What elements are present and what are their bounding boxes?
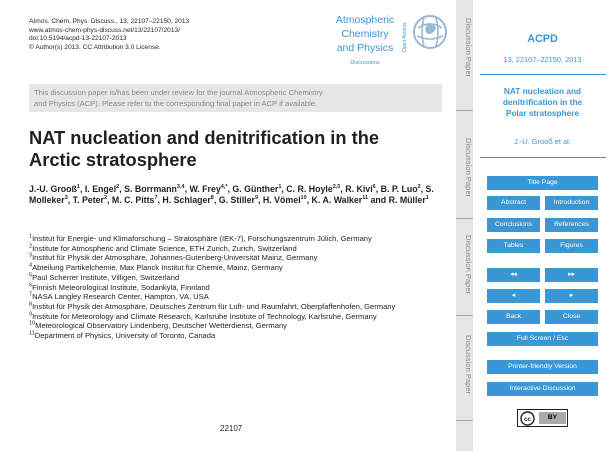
panel-title [473, 86, 612, 119]
author [124, 184, 184, 194]
affiliation-number: 10 [29, 320, 36, 327]
author-name: H. Vömel [262, 195, 301, 206]
strip-label: Discussion Paper [464, 335, 473, 395]
close-button[interactable]: Close [545, 310, 598, 324]
globe-icon [412, 14, 448, 50]
author-name: S. Molleker [29, 184, 434, 206]
author-affiliation-ref: 2,5 [332, 184, 341, 191]
introduction-button[interactable]: Introduction [545, 196, 598, 210]
cc-license-badge[interactable] [517, 409, 568, 427]
first-page-button[interactable] [487, 268, 540, 282]
author-name: and R. Müller [370, 195, 426, 206]
affiliation-number: 4 [29, 262, 33, 269]
open-access-label: Open Access [402, 22, 408, 52]
previous-button[interactable] [487, 289, 540, 303]
author [371, 195, 429, 205]
notice-line-2: and Physics (ACP). Please refer to the corresponding final paper in ACP if available. [34, 99, 318, 108]
abstract-button[interactable]: Abstract [487, 196, 540, 210]
affiliation [29, 263, 439, 273]
affiliation [29, 292, 439, 302]
author-affiliation-ref: 7 [154, 195, 158, 202]
divider [480, 74, 606, 75]
affiliation [29, 283, 439, 293]
author [345, 184, 375, 194]
back-button[interactable]: Back [487, 310, 540, 324]
author-affiliation-ref: 2 [103, 195, 108, 202]
affiliation-text: Meteorological Observatory Lindenberg, Deutscher Wetterdienst, Germany [35, 321, 287, 331]
author-name: I. Engel [84, 184, 117, 194]
affiliation-number: 9 [29, 311, 33, 318]
author [189, 184, 227, 194]
strip-label: Discussion Paper [464, 138, 473, 198]
strip-separator [456, 420, 473, 421]
affiliation-text: Institut für Physik der Atmosphäre, Johannes-Gutenberg-Universität Mainz, Germany [32, 253, 318, 263]
page-number: 22107 [220, 424, 243, 433]
figures-button[interactable]: Figures [545, 239, 598, 253]
panel-title-line-3: Polar stratosphere [505, 108, 580, 118]
panel-author: J.-U. Grooß et al. [514, 137, 571, 146]
author [286, 184, 340, 194]
affiliation-text: Institute for Atmospheric and Climate Science, ETH Zurich, Zurich, Switzerland [32, 243, 297, 253]
previous-icon: ◂ [511, 292, 516, 299]
affiliation-number: 3 [29, 252, 33, 259]
panel-title-line-1: NAT nucleation and [503, 86, 582, 96]
volume-info: 13, 22107–22150, 2013 [503, 55, 582, 64]
author-affiliation-ref: 1 [278, 184, 282, 191]
title-page-button[interactable]: Title Page [487, 176, 598, 190]
affiliation-number: 7 [29, 291, 33, 298]
svg-text:cc: cc [524, 417, 531, 423]
affiliation-text: Paul Scherrer Institute, Villigen, Switzerland [32, 272, 180, 282]
interactive-discussion-button[interactable]: Interactive Discussion [487, 382, 598, 396]
cc-icon [520, 411, 535, 426]
conclusions-button[interactable]: Conclusions [487, 218, 540, 232]
author-affiliation-ref: 11 [362, 195, 369, 202]
url-line[interactable]: www.atmos-chem-phys-discuss.net/13/22107/2013/ [29, 26, 180, 34]
strip-separator [456, 315, 473, 316]
author-name: R. Kivi [345, 184, 373, 194]
affiliation-number: 5 [29, 272, 33, 279]
author-affiliation-ref: 8 [210, 195, 214, 202]
affiliation-number: 11 [29, 330, 35, 337]
citation-header [29, 18, 189, 52]
affiliation [29, 234, 439, 244]
review-notice [29, 84, 442, 112]
author [73, 195, 107, 205]
notice-line-1: This discussion paper is/has been under review for the journal Atmospheric Chemistry [34, 88, 323, 97]
author [232, 184, 281, 194]
divider [480, 157, 606, 158]
author-name: B. P. Luo [380, 184, 418, 194]
author-affiliation-ref: 2 [417, 184, 421, 191]
author-name: W. Frey [189, 184, 221, 194]
affiliation-number: 2 [29, 243, 33, 250]
affiliation-number: 6 [29, 281, 33, 288]
affiliation-text: Department of Physics, University of Toronto, Canada [34, 331, 216, 341]
strip-separator [456, 110, 473, 111]
affiliation-text: Finnish Meteorological Institute, Sodankylä, Finnland [32, 282, 210, 292]
affiliation [29, 273, 439, 283]
author-name: C. R. Hoyle [286, 184, 333, 194]
affiliation [29, 253, 439, 263]
affiliation [29, 302, 439, 312]
printer-friendly-button[interactable]: Printer-friendly Version [487, 360, 598, 374]
license-line: © Author(s) 2013. CC Attribution 3.0 License. [29, 43, 161, 51]
author-affiliation-ref: 3,4 [176, 184, 185, 191]
cc-by-label: BY [539, 412, 566, 424]
author-affiliation-ref: 3 [64, 195, 68, 202]
affiliation-text: NASA Langley Research Center, Hampton, VA, USA [32, 292, 209, 302]
author [312, 195, 369, 205]
author-name: M. C. Pitts [111, 195, 155, 206]
author [162, 195, 213, 205]
logo-line-2: Chemistry [341, 28, 389, 40]
first-page-icon: ◂◂ [510, 271, 517, 278]
affiliation [29, 244, 439, 254]
tables-button[interactable]: Tables [487, 239, 540, 253]
author [112, 195, 158, 205]
strip-separator [456, 218, 473, 219]
author-name: T. Peter [72, 195, 104, 206]
author [263, 195, 307, 205]
affiliation-text: Institute for Meteorology and Climate Research, Karlsruhe Institute of Technology, Karlsruhe, Germany [32, 311, 377, 321]
author-affiliation-ref: 2 [116, 184, 120, 191]
author [85, 184, 119, 194]
title-line-1: NAT nucleation and denitrification in the [29, 127, 380, 148]
author-affiliation-ref: 1 [425, 195, 429, 202]
author-affiliation-ref: 9 [254, 195, 258, 202]
logo-subtitle: Discussions [350, 60, 380, 66]
last-page-button[interactable] [545, 268, 598, 282]
author-list: J.-U. Grooß$^1$, I. Engel$^2$, S. Borrmann$^{3,4}$, W. Frey$^{4,*}$, G. Günther$^1$, C. R. Hoyle$^{2,5}$, R. Kivi$^6$, B. P. Luo$^2$, S. Molleker$^3$, T. Peter$^2$, M. C. Pitts$^7$, H. Schlager$^8$, G. Stiller$^9$, H. Vömel$^{10}$, K. A. Walker$^{11}$ and R. Müller$^1$ [29, 184, 434, 206]
references-button[interactable]: References [545, 218, 598, 232]
next-icon: ▸ [569, 292, 574, 299]
doi-line[interactable]: doi:10.5194/acpd-13-22107-2013 [29, 35, 127, 43]
author-affiliation-ref: 6 [372, 184, 376, 191]
full-screen-button[interactable]: Full Screen / Esc [487, 332, 598, 346]
affiliation [29, 331, 439, 341]
logo-line-3: and Physics [336, 42, 394, 54]
last-page-icon: ▸▸ [568, 271, 575, 278]
next-button[interactable] [545, 289, 598, 303]
author-affiliation-ref: 1 [76, 184, 80, 191]
logo-line-1: Atmospheric [335, 14, 395, 26]
affiliation [29, 312, 439, 322]
author-name: J.-U. Grooß [29, 184, 77, 194]
author-affiliation-ref: 10 [300, 195, 307, 202]
affiliation-number: 1 [29, 233, 33, 240]
affiliation-text: Institut für Physik der Atmosphäre, Deutsches Zentrum für Luft- und Raumfahrt, Oberpfaffenhofen, Germany [32, 301, 396, 311]
affiliation-text: Institut für Energie- und Klimaforschung – Stratosphäre (IEK-7), Forschungszentrum Jülich, Germany [32, 234, 372, 243]
author-name: G. Günther [232, 184, 279, 194]
author-affiliation-ref: 4,* [220, 184, 228, 191]
panel-title-line-2: denitrification in the [502, 97, 583, 107]
author [219, 195, 258, 205]
journal-abbrev: ACPD [527, 33, 558, 45]
affiliation-text: Abteilung Partikelchemie, Max Planck Institut für Chemie, Mainz, Germany [32, 263, 283, 273]
author-name: S. Borrmann [124, 184, 177, 194]
author-name: H. Schlager [162, 195, 211, 206]
author-name: G. Stiller [218, 195, 255, 206]
strip-label: Discussion Paper [464, 18, 473, 78]
author [381, 184, 421, 194]
paper-title [29, 127, 449, 170]
title-line-2: Arctic stratosphere [29, 148, 197, 170]
affiliation [29, 321, 439, 331]
author [29, 184, 80, 194]
affiliation-list [29, 234, 439, 341]
journal-logo [330, 12, 445, 74]
strip-label: Discussion Paper [464, 235, 473, 295]
citation-line: Atmos. Chem. Phys. Discuss., 13, 22107–22150, 2013 [29, 18, 190, 25]
author-name: K. A. Walker [311, 195, 363, 206]
affiliation-number: 8 [29, 301, 33, 308]
